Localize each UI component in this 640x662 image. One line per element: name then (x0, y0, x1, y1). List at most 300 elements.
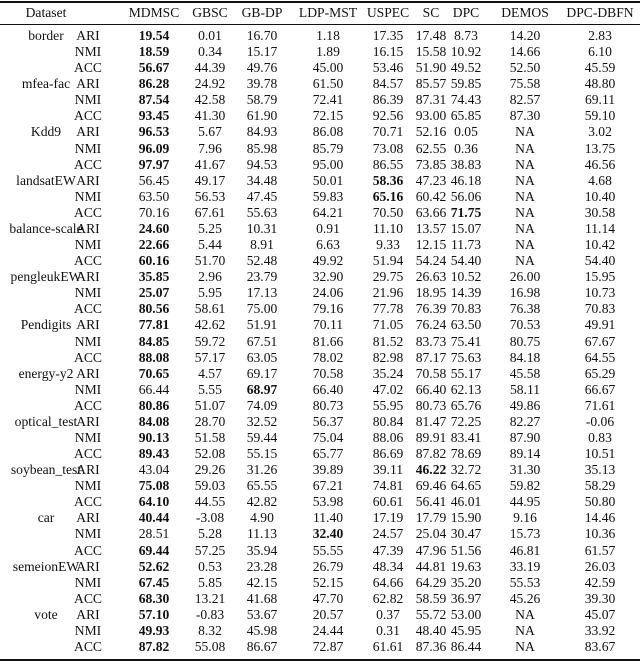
table-cell: 11.13 (246, 526, 278, 542)
table-cell: 18.59 (138, 44, 170, 60)
table-cell: 1.89 (316, 44, 340, 60)
table-cell: 33.92 (584, 622, 616, 638)
table-cell: 72.25 (450, 413, 482, 429)
metric-label: ARI (76, 172, 100, 188)
dataset-name: balance-scale (9, 220, 83, 236)
table-cell: 62.55 (415, 140, 447, 156)
table-cell: 45.58 (509, 365, 541, 381)
table-cell: 87.36 (415, 639, 447, 655)
table-cell: 15.58 (415, 44, 447, 60)
table-cell: 64.29 (415, 574, 447, 590)
metric-label: ACC (74, 397, 102, 413)
table-cell: 36.97 (450, 590, 482, 606)
metric-label: NMI (74, 478, 102, 494)
metric-label: NMI (74, 92, 102, 108)
metric-label: NMI (74, 188, 102, 204)
metric-label: NMI (74, 333, 102, 349)
table-cell: 56.45 (138, 172, 170, 188)
table-cell: 70.58 (312, 365, 344, 381)
table-cell: 29.75 (372, 269, 404, 285)
table-cell: 5.55 (198, 381, 222, 397)
table-cell: 76.24 (415, 317, 447, 333)
table-cell: 84.08 (138, 413, 170, 429)
table-cell: 67.61 (194, 204, 226, 220)
table-cell: 80.84 (372, 413, 404, 429)
table-cell: 49.17 (194, 172, 226, 188)
table-cell: 81.47 (415, 413, 447, 429)
table-cell: 80.75 (509, 333, 541, 349)
table-cell: 35.85 (138, 269, 170, 285)
table-cell: 4.68 (588, 172, 612, 188)
dataset-name: energy-y2 (18, 365, 74, 381)
table-cell: 83.73 (415, 333, 447, 349)
table-cell: 3.02 (588, 124, 612, 140)
table-cell: 0.36 (454, 140, 478, 156)
table-cell: 71.61 (584, 397, 616, 413)
table-cell: 29.26 (194, 462, 226, 478)
table-cell: 10.31 (246, 220, 278, 236)
table-cell: 51.58 (194, 430, 226, 445)
table-cell: 26.00 (509, 269, 541, 285)
table-cell: 75.00 (246, 301, 278, 317)
table-cell: NA (515, 639, 535, 655)
table-cell: 55.63 (246, 204, 278, 220)
table-cell: 60.16 (138, 253, 170, 269)
table-cell: 87.54 (138, 92, 170, 108)
table-cell: 55.55 (312, 542, 344, 558)
table-cell: 94.53 (246, 156, 278, 172)
table-cell: 11.73 (450, 237, 482, 253)
table-cell: 64.55 (584, 349, 616, 365)
table-cell: 55.95 (372, 397, 404, 413)
table-cell: 89.14 (509, 446, 541, 462)
header-rule (0, 24, 640, 25)
table-cell: 15.95 (584, 269, 616, 285)
metric-label: NMI (74, 574, 102, 590)
table-cell: 32.90 (312, 269, 344, 285)
metric-label: ACC (74, 204, 102, 220)
table-cell: 47.02 (372, 381, 404, 397)
table-cell: 5.95 (198, 285, 222, 301)
table-cell: 60.42 (415, 188, 447, 204)
table-cell: 26.79 (312, 558, 344, 574)
table-cell: 77.78 (372, 301, 404, 317)
metric-label: ACC (74, 60, 102, 76)
table-cell: 46.81 (509, 542, 541, 558)
table-cell: 81.66 (312, 333, 344, 349)
table-cell: 46.56 (584, 156, 616, 172)
table-cell: 69.46 (415, 478, 447, 494)
table-cell: 52.16 (415, 124, 447, 140)
column-header: DPC (452, 5, 480, 20)
table-cell: NA (515, 220, 535, 236)
metric-label: ACC (74, 590, 102, 606)
table-cell: 93.00 (415, 108, 447, 124)
metric-label: ARI (76, 124, 100, 140)
table-cell: 71.75 (450, 204, 482, 220)
table-cell: 45.59 (584, 60, 616, 76)
table-cell: 86.44 (450, 639, 482, 655)
table-cell: 75.63 (450, 349, 482, 365)
table-cell: 72.87 (312, 639, 344, 655)
table-cell: 24.44 (312, 622, 344, 638)
metric-label: ARI (76, 317, 100, 333)
table-cell: 48.40 (415, 622, 447, 638)
table-cell: 28.70 (194, 413, 226, 429)
table-cell: 86.28 (138, 76, 170, 92)
table-cell: 47.23 (415, 172, 447, 188)
table-cell: 24.60 (138, 220, 170, 236)
table-cell: 13.57 (415, 220, 447, 236)
table-cell: 46.18 (450, 172, 482, 188)
table-cell: 67.67 (584, 333, 616, 349)
table-cell: 59.10 (584, 108, 616, 124)
table-cell: 82.27 (509, 413, 541, 429)
dataset-name: car (37, 510, 55, 526)
table-cell: 63.05 (246, 349, 278, 365)
column-header: DEMOS (501, 5, 549, 20)
table-cell: 20.57 (312, 606, 344, 622)
table-cell: 18.95 (415, 285, 447, 301)
table-cell: 78.02 (312, 349, 344, 365)
table-cell: 44.81 (415, 558, 447, 574)
table-cell: 65.76 (450, 397, 482, 413)
table-cell: 24.06 (312, 285, 344, 301)
table-cell: 87.82 (415, 446, 447, 462)
table-cell: 26.63 (415, 269, 447, 285)
table-cell: 51.70 (194, 253, 226, 269)
table-cell: 16.15 (372, 44, 404, 60)
table-cell: NA (515, 622, 535, 638)
table-cell: 65.16 (372, 188, 404, 204)
table-cell: 59.82 (509, 478, 541, 494)
table-cell: 46.01 (450, 494, 482, 510)
table-cell: 35.24 (372, 365, 404, 381)
table-cell: 49.92 (312, 253, 344, 269)
table-cell: 48.80 (584, 76, 616, 92)
table-cell: 45.95 (450, 622, 482, 638)
table-cell: 15.17 (246, 44, 278, 60)
table-cell: 49.86 (509, 397, 541, 413)
metric-label: ARI (76, 510, 100, 526)
table-cell: 55.17 (450, 365, 482, 381)
table-cell: 72.15 (312, 108, 344, 124)
metric-label: ARI (76, 76, 100, 92)
dataset-name: semeionEW (12, 558, 80, 574)
table-cell: 83.41 (450, 430, 482, 445)
table-cell: 14.46 (584, 510, 616, 526)
table-cell: 73.08 (372, 140, 404, 156)
table-cell: 86.08 (312, 124, 344, 140)
table-cell: 41.67 (194, 156, 226, 172)
table-cell: 88.06 (372, 430, 404, 445)
table-cell: 39.89 (312, 462, 344, 478)
table-cell: 11.14 (584, 220, 616, 236)
table-cell: 16.98 (509, 285, 541, 301)
table-cell: 57.17 (194, 349, 226, 365)
column-header: GBSC (192, 5, 228, 20)
table-cell: 0.37 (376, 606, 400, 622)
table-cell: 41.30 (194, 108, 226, 124)
table-cell: 10.73 (584, 285, 616, 301)
table-cell: 0.53 (198, 558, 222, 574)
table-cell: 55.72 (415, 606, 447, 622)
table-cell: 53.46 (372, 60, 404, 76)
dataset-name: optical_test (14, 413, 78, 429)
top-rule (0, 1, 640, 3)
table-cell: 67.45 (138, 574, 170, 590)
table-cell: 45.26 (509, 590, 541, 606)
table-cell: 75.04 (312, 430, 344, 445)
table-cell: 4.90 (250, 510, 274, 526)
metric-label: ARI (76, 365, 100, 381)
table-cell: 38.83 (450, 156, 482, 172)
table-cell: 47.39 (372, 542, 404, 558)
table-cell: 17.19 (372, 510, 404, 526)
table-cell: 70.58 (415, 365, 447, 381)
table-cell: 2.96 (198, 269, 222, 285)
table-cell: 87.82 (138, 639, 170, 655)
table-cell: 1.18 (316, 28, 340, 43)
table-cell: 75.08 (138, 478, 170, 494)
table-cell: 92.56 (372, 108, 404, 124)
table-cell: 28.51 (138, 526, 170, 542)
table-cell: 52.48 (246, 253, 278, 269)
table-cell: 25.07 (138, 285, 170, 301)
table-cell: 49.91 (584, 317, 616, 333)
table-cell: 96.09 (138, 140, 170, 156)
table-cell: 84.57 (372, 76, 404, 92)
table-cell: 0.83 (588, 430, 612, 445)
table-cell: 77.81 (138, 317, 170, 333)
table-cell: 17.79 (415, 510, 447, 526)
metric-label: ARI (76, 28, 100, 43)
table-cell: -3.08 (195, 510, 225, 526)
table-cell: 87.31 (415, 92, 447, 108)
table-cell: 82.57 (509, 92, 541, 108)
table-cell: 31.30 (509, 462, 541, 478)
table-cell: 52.62 (138, 558, 170, 574)
metric-label: NMI (74, 285, 102, 301)
table-cell: 49.93 (138, 622, 170, 638)
table-cell: 80.56 (138, 301, 170, 317)
table-cell: NA (515, 253, 535, 269)
table-cell: 10.51 (584, 446, 616, 462)
table-cell: 26.03 (584, 558, 616, 574)
table-cell: 61.61 (372, 639, 404, 655)
table-cell: 87.30 (509, 108, 541, 124)
table-cell: 16.70 (246, 28, 278, 43)
table-cell: 70.53 (509, 317, 541, 333)
table-cell: 51.56 (450, 542, 482, 558)
table-cell: 88.08 (138, 349, 170, 365)
table-cell: 32.52 (246, 413, 278, 429)
table-cell: 0.91 (316, 220, 340, 236)
metric-label: ACC (74, 494, 102, 510)
table-cell: 21.96 (372, 285, 404, 301)
table-cell: 82.98 (372, 349, 404, 365)
table-cell: 64.10 (138, 494, 170, 510)
table-cell: 58.36 (372, 172, 404, 188)
table-cell: 45.00 (312, 60, 344, 76)
table-cell: 95.00 (312, 156, 344, 172)
metric-label: NMI (74, 622, 102, 638)
table-cell: 84.93 (246, 124, 278, 140)
table-cell: 10.52 (450, 269, 482, 285)
table-cell: 52.08 (194, 446, 226, 462)
table-cell: 15.07 (450, 220, 482, 236)
bottom-rule (0, 659, 640, 661)
table-cell: 79.16 (312, 301, 344, 317)
table-cell: 80.73 (312, 397, 344, 413)
table-cell: 34.48 (246, 172, 278, 188)
metric-label: NMI (74, 140, 102, 156)
table-cell: 48.34 (372, 558, 404, 574)
column-header: LDP-MST (298, 5, 358, 20)
table-cell: 57.25 (194, 542, 226, 558)
table-cell: 80.73 (415, 397, 447, 413)
table-cell: 87.17 (415, 349, 447, 365)
table-cell: 42.82 (246, 494, 278, 510)
table-cell: 42.58 (194, 92, 226, 108)
table-cell: 47.45 (246, 188, 278, 204)
table-cell: 62.13 (450, 381, 482, 397)
table-cell: 84.18 (509, 349, 541, 365)
table-cell: 69.11 (584, 92, 616, 108)
table-cell: 63.50 (450, 317, 482, 333)
table-cell: 44.55 (194, 494, 226, 510)
table-cell: 49.52 (450, 60, 482, 76)
table-cell: 62.82 (372, 590, 404, 606)
table-cell: 57.10 (138, 606, 170, 622)
metric-label: ARI (76, 269, 100, 285)
table-cell: 59.03 (194, 478, 226, 494)
table-cell: 63.66 (415, 204, 447, 220)
table-cell: 35.13 (584, 462, 616, 478)
metric-label: ACC (74, 349, 102, 365)
table-cell: NA (515, 188, 535, 204)
table-cell: 17.48 (415, 28, 447, 43)
table-cell: 11.10 (372, 220, 404, 236)
table-cell: 63.50 (138, 188, 170, 204)
table-cell: 86.67 (246, 639, 278, 655)
table-cell: 96.53 (138, 124, 170, 140)
table-cell: 22.66 (138, 237, 170, 253)
table-cell: 53.98 (312, 494, 344, 510)
table-cell: 58.29 (584, 478, 616, 494)
table-cell: 10.36 (584, 526, 616, 542)
table-cell: 65.29 (584, 365, 616, 381)
table-cell: 43.04 (138, 462, 170, 478)
table-cell: 51.07 (194, 397, 226, 413)
table-cell: 70.83 (584, 301, 616, 317)
table-cell: 0.34 (198, 44, 222, 60)
table-cell: 55.08 (194, 639, 226, 655)
table-cell: 19.54 (138, 28, 170, 43)
dataset-name: landsatEW (16, 172, 76, 188)
table-cell: 81.52 (372, 333, 404, 349)
table-cell: 69.17 (246, 365, 278, 381)
table-cell: 31.26 (246, 462, 278, 478)
table-cell: 55.53 (509, 574, 541, 590)
table-cell: 6.63 (316, 237, 340, 253)
table-cell: 14.39 (450, 285, 482, 301)
table-cell: 13.21 (194, 590, 226, 606)
table-cell: 66.40 (312, 381, 344, 397)
table-cell: 8.32 (198, 622, 222, 638)
table-cell: 6.10 (588, 44, 612, 60)
table-cell: 46.22 (415, 462, 447, 478)
table-cell: 40.44 (138, 510, 170, 526)
table-cell: 11.40 (312, 510, 344, 526)
metric-label: ARI (76, 220, 100, 236)
table-cell: 51.94 (372, 253, 404, 269)
table-cell: 39.30 (584, 590, 616, 606)
column-header: GB-DP (241, 5, 283, 20)
table-cell: 5.28 (198, 526, 222, 542)
table-cell: 54.40 (584, 253, 616, 269)
table-cell: 44.95 (509, 494, 541, 510)
table-cell: 33.19 (509, 558, 541, 574)
table-cell: 84.85 (138, 333, 170, 349)
table-cell: 56.06 (450, 188, 482, 204)
table-cell: 39.11 (372, 462, 404, 478)
table-cell: 70.11 (312, 317, 344, 333)
table-cell: 76.39 (415, 301, 447, 317)
dataset-name: pengleukEW (10, 269, 82, 285)
table-cell: 42.59 (584, 574, 616, 590)
table-cell: 10.40 (584, 188, 616, 204)
metric-label: ARI (76, 413, 100, 429)
metric-label: ACC (74, 253, 102, 269)
table-cell: 73.85 (415, 156, 447, 172)
table-cell: 14.20 (509, 28, 541, 43)
table-cell: 5.85 (198, 574, 222, 590)
table-cell: 90.13 (138, 430, 170, 445)
table-cell: 55.15 (246, 446, 278, 462)
table-cell: 41.68 (246, 590, 278, 606)
table-cell: 58.79 (246, 92, 278, 108)
table-cell: 64.65 (450, 478, 482, 494)
table-cell: 68.30 (138, 590, 170, 606)
table-cell: 58.59 (415, 590, 447, 606)
metric-label: ACC (74, 108, 102, 124)
table-cell: NA (515, 606, 535, 622)
table-cell: 2.83 (588, 28, 612, 43)
dataset-name: Kdd9 (30, 124, 62, 140)
table-cell: 89.91 (415, 430, 447, 445)
table-cell: NA (515, 140, 535, 156)
table-cell: 74.09 (246, 397, 278, 413)
table-cell: NA (515, 204, 535, 220)
column-header: DPC-DBFN (566, 5, 634, 20)
table-cell: 76.38 (509, 301, 541, 317)
table-cell: 13.75 (584, 140, 616, 156)
table-cell: 70.50 (372, 204, 404, 220)
table-cell: 54.24 (415, 253, 447, 269)
metric-label: ACC (74, 156, 102, 172)
table-cell: 39.78 (246, 76, 278, 92)
metric-label: ACC (74, 639, 102, 655)
table-cell: 74.81 (372, 478, 404, 494)
table-cell: 70.16 (138, 204, 170, 220)
table-cell: 0.31 (376, 622, 400, 638)
table-cell: 9.16 (513, 510, 537, 526)
table-cell: 19.63 (450, 558, 482, 574)
table-cell: NA (515, 156, 535, 172)
table-cell: -0.83 (195, 606, 225, 622)
table-cell: 89.43 (138, 446, 170, 462)
